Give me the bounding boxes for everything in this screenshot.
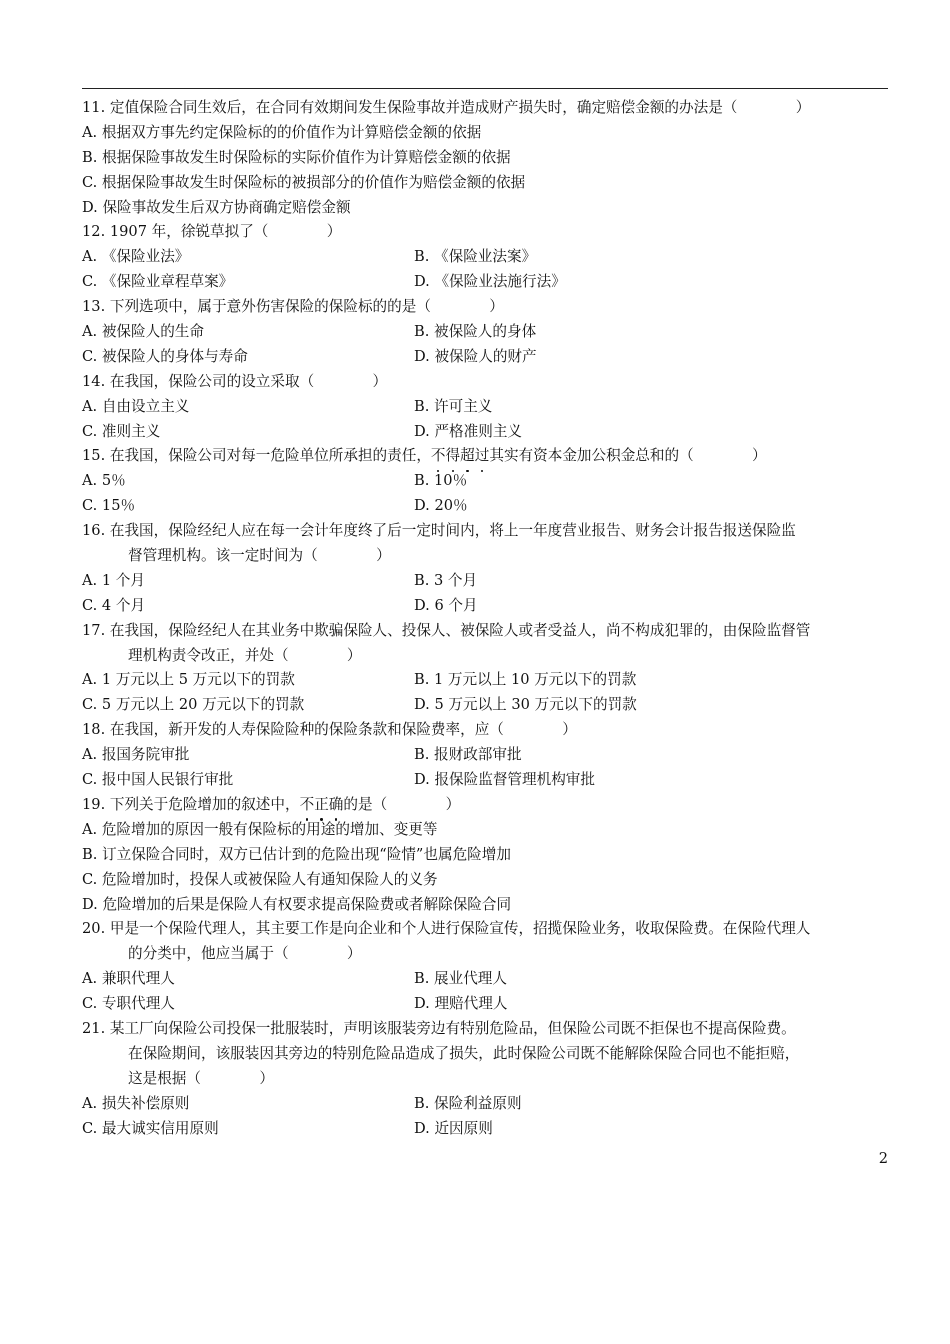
answer-option: C. 专职代理人 [82,995,175,1013]
answer-option: A. 被保险人的生命 [82,323,204,341]
answer-option: B. 3 个月 [414,571,478,589]
answer-option-row [82,469,888,494]
answer-option: A. 危险增加的原因一般有保险标的用途的增加、变更等 [82,820,438,838]
question-stem [82,444,888,469]
answer-option: D. 20％ [414,497,468,515]
answer-option: D. 报保险监督管理机构审批 [414,771,595,789]
question-stem-continuation: 的分类中，他应当属于（ ） [128,945,362,963]
emphasis-char: 不 [300,793,315,818]
answer-option: B. 根据保险事故发生时保险标的实际价值作为计算赔偿金额的依据 [82,148,511,166]
answer-option: D. 6 个月 [414,596,478,614]
emphasis-char: 不 [431,444,446,469]
emphasis-char: 正 [314,793,329,818]
answer-option: C. 报中国人民银行审批 [82,771,234,789]
question-stem: 20. 甲是一个保险代理人，其主要工作是向企业和个人进行保险宣传，招揽保险业务，收取保险费。在保险代理人 [82,920,811,938]
emphasis-char: 得 [446,444,461,469]
question-stem: 21. 某工厂向保险公司投保一批服装时，声明该服装旁边有特别危险品，但保险公司既不拒保也不提高保险费。 [82,1019,796,1037]
answer-option: A. 1 万元以上 5 万元以下的罚款 [82,671,295,689]
question-stem [82,793,888,818]
question-text: 15. 在我国，保险公司对每一危险单位所承担的责任， [82,447,431,465]
answer-option-row [82,494,888,519]
answer-option: B. 订立保险合同时，双方已估计到的危险出现“险情”也属危险增加 [82,845,511,863]
answer-option-row [82,395,888,420]
answer-option-row [82,668,888,693]
answer-option-row [82,743,888,768]
answer-option-row [82,768,888,793]
answer-option: D. 近因原则 [414,1119,493,1137]
question-stem: 17. 在我国，保险经纪人在其业务中欺骗保险人、投保人、被保险人或者受益人，尚不构成犯罪的，由保险监督管 [82,621,811,639]
answer-option: C. 15％ [82,497,136,515]
answer-option: A. 《保险业法》 [82,248,190,266]
answer-option-row [82,1117,888,1142]
answer-option: C. 5 万元以上 20 万元以下的罚款 [82,696,305,714]
answer-option: B. 保险利益原则 [414,1094,522,1112]
answer-option: C. 最大诚实信用原则 [82,1119,219,1137]
answer-option: A. 5％ [82,472,126,490]
answer-option-row [82,420,888,445]
answer-option: C. 危险增加时，投保人或被保险人有通知保险人的义务 [82,870,438,888]
answer-option: D. 《保险业法施行法》 [414,273,566,291]
emphasized-text [431,447,489,464]
answer-option: A. 1 个月 [82,571,145,589]
page-number: 2 [878,1150,888,1167]
question-stem: 18. 在我国，新开发的人寿保险险种的保险条款和保险费率，应（ ） [82,721,577,739]
answer-option: D. 保险事故发生后双方协商确定赔偿金额 [82,198,351,216]
answer-option: D. 严格准则主义 [414,422,523,440]
answer-option-row [82,245,888,270]
answer-option: B. 许可主义 [414,397,493,415]
answer-option: D. 危险增加的后果是保险人有权要求提高保险费或者解除保险合同 [82,895,512,913]
header-rule [82,88,888,89]
emphasis-char: 过 [475,444,490,469]
answer-option: A. 根据双方事先约定保险标的的价值作为计算赔偿金额的依据 [82,123,482,141]
answer-option: C. 4 个月 [82,596,146,614]
question-stem-continuation: 这是根据（ ） [128,1069,274,1087]
answer-option-row [82,1092,888,1117]
question-text: 的是（ ） [343,795,461,813]
question-stem: 14. 在我国，保险公司的设立采取（ ） [82,372,388,390]
answer-option-row [82,345,888,370]
question-text: 其实有资本金加公积金总和的（ ） [489,447,767,465]
question-stem-continuation: 理机构责令改正，并处（ ） [128,646,362,664]
emphasized-text [300,796,344,813]
answer-option-row [82,693,888,718]
answer-option: D. 理赔代理人 [414,995,508,1013]
answer-option: D. 5 万元以上 30 万元以下的罚款 [414,696,637,714]
answer-option: B. 1 万元以上 10 万元以下的罚款 [414,671,637,689]
answer-option: B. 报财政部审批 [414,746,522,764]
answer-option-row [82,569,888,594]
answer-option: C. 《保险业章程草案》 [82,273,234,291]
question-stem: 12. 1907 年，徐锐草拟了（ ） [82,223,342,241]
answer-option: C. 被保险人的身体与寿命 [82,347,248,365]
question-stem-continuation: 在保险期间，该服装因其旁边的特别危险品造成了损失，此时保险公司既不能解除保险合同也不能拒赔， [128,1044,800,1062]
answer-option-row [82,594,888,619]
question-stem: 11. 定值保险合同生效后，在合同有效期间发生保险事故并造成财产损失时，确定赔偿金额的办法是（ ） [82,99,811,116]
answer-option: D. 被保险人的财产 [414,347,537,365]
answer-option: C. 准则主义 [82,422,161,440]
answer-option-row [82,967,888,992]
answer-option: C. 根据保险事故发生时保险标的被损部分的价值作为赔偿金额的依据 [82,173,526,191]
answer-option: B. 10％ [414,472,468,490]
answer-option: B. 《保险业法案》 [414,248,537,266]
answer-option: B. 被保险人的身体 [414,323,537,341]
answer-option-row [82,270,888,295]
answer-option-row [82,992,888,1017]
emphasis-char: 确 [329,793,344,818]
question-list [82,96,888,1141]
answer-option: A. 兼职代理人 [82,970,175,988]
answer-option-row [82,320,888,345]
emphasis-char: 超 [460,444,475,469]
question-stem-continuation: 督管理机构。该一定时间为（ ） [128,547,391,565]
question-text: 19. 下列关于危险增加的叙述中， [82,795,300,813]
answer-option: A. 自由设立主义 [82,397,190,415]
answer-option: A. 报国务院审批 [82,746,190,764]
question-stem: 13. 下列选项中，属于意外伤害保险的保险标的的是（ ） [82,298,504,316]
answer-option: B. 展业代理人 [414,970,507,988]
question-stem: 16. 在我国，保险经纪人应在每一会计年度终了后一定时间内，将上一年度营业报告、财务会计报告报送保险监 [82,522,796,540]
answer-option: A. 损失补偿原则 [82,1094,190,1112]
